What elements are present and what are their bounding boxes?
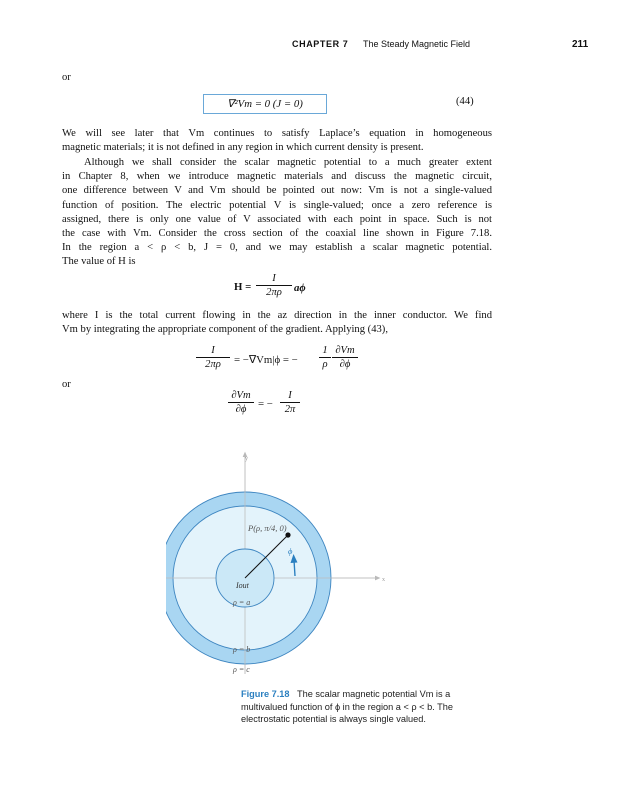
eqGrad-denominator-3: ∂ϕ: [339, 359, 351, 370]
paragraph-1: [62, 127, 492, 155]
caption-label: Figure 7.18: [241, 689, 290, 699]
eqDeriv-denominator-2: 2π: [284, 404, 296, 415]
equation-44-number: (44): [456, 96, 474, 107]
point-p-label: P(ρ, π/4, 0): [248, 523, 287, 533]
eqDeriv-fraction-1: [228, 389, 254, 416]
rho-b-label: ρ = b: [233, 645, 251, 654]
equation-44-box: [203, 94, 327, 114]
paragraph-line: The value of H is: [62, 256, 136, 268]
eqGrad-denominator-2: ρ: [322, 359, 328, 370]
eqGrad-denominator-1: 2πρ: [205, 359, 221, 370]
paragraph-line: In the region a < ρ < b, J = 0, and we may establish a scalar magnetic potential.: [62, 242, 492, 254]
caption-text: The scalar magnetic potential Vm is a multivalued function of ϕ in the region a < ρ < b. The electrostatic potential is always single valued.: [241, 689, 453, 725]
point-p-marker: [285, 532, 290, 537]
chapter-title: The Steady Magnetic Field: [363, 39, 471, 49]
connector-or: or: [62, 379, 71, 390]
eqGrad-numerator-2: 1: [322, 345, 328, 356]
running-header: [0, 39, 627, 53]
eqGrad-fraction-3: [332, 344, 358, 371]
eqDeriv-middle: = −: [258, 398, 273, 410]
eqH-denominator: 2πρ: [266, 287, 282, 298]
connector-or: or: [62, 72, 71, 83]
paragraph-line: the case with Vm. Consider the cross section of the coaxial line shown in Figure 7.18.: [62, 228, 492, 240]
eqH-lhs: H =: [234, 281, 252, 293]
paragraph-line: Vm by integrating the appropriate component of the gradient. Applying (43),: [62, 324, 388, 336]
paragraph-line: where I is the total current flowing in the az direction in the inner conductor. We find: [62, 310, 492, 321]
current-label: Iout: [236, 581, 249, 590]
chapter-label: CHAPTER 7: [292, 39, 349, 49]
equation-44-formula: ∇²Vm = 0 (J = 0): [227, 98, 303, 110]
eqH-fraction: [256, 272, 292, 299]
rho-c-label: ρ = c: [233, 665, 250, 674]
paragraph-line: assigned, there is only one value of V associated with each point in space. Such is not: [62, 213, 492, 225]
paragraph-line: We will see later that Vm continues to satisfy Laplace’s equation in homogeneous: [62, 128, 492, 139]
eqDeriv-numerator-2: I: [288, 390, 292, 401]
eqGrad-fraction-1: [196, 344, 230, 371]
paragraph-line: function of position. The electric potential V is single-valued; once a zero reference is: [62, 199, 492, 211]
y-axis-label: y: [245, 456, 248, 462]
eqDeriv-fraction-2: [280, 389, 300, 416]
eqGrad-middle: = −∇Vm|ϕ = −: [234, 354, 298, 366]
eqDeriv-denominator-1: ∂ϕ: [235, 404, 247, 415]
phi-label: ϕ: [288, 546, 293, 556]
eqH-numerator: I: [272, 273, 276, 284]
eqGrad-numerator-1: I: [211, 345, 215, 356]
rho-a-label: ρ = a: [233, 598, 251, 607]
page-number: 211: [572, 39, 589, 50]
x-axis-label: x: [382, 577, 385, 583]
paragraph-line: in Chapter 8, when we introduce magnetic materials and discuss the magnetic circuit,: [62, 171, 492, 183]
eqGrad-fraction-2: [319, 344, 331, 371]
paragraph-line: magnetic materials; it is not defined in any region in which current density is present.: [62, 142, 424, 154]
eqH-rhs: aϕ: [294, 282, 306, 294]
coaxial-figure: [166, 446, 396, 686]
paragraph-line: one difference between V and Vm should be pointed out now: Vm is not a single-valued: [62, 185, 492, 197]
paragraph-line: Although we shall consider the scalar magnetic potential to a much greater extent: [84, 157, 492, 168]
figure-caption: [241, 688, 496, 726]
eqGrad-numerator-3: ∂Vm: [335, 345, 355, 356]
eqDeriv-numerator-1: ∂Vm: [231, 390, 251, 401]
paragraph-2: [62, 156, 492, 270]
paragraph-3: [62, 309, 492, 337]
